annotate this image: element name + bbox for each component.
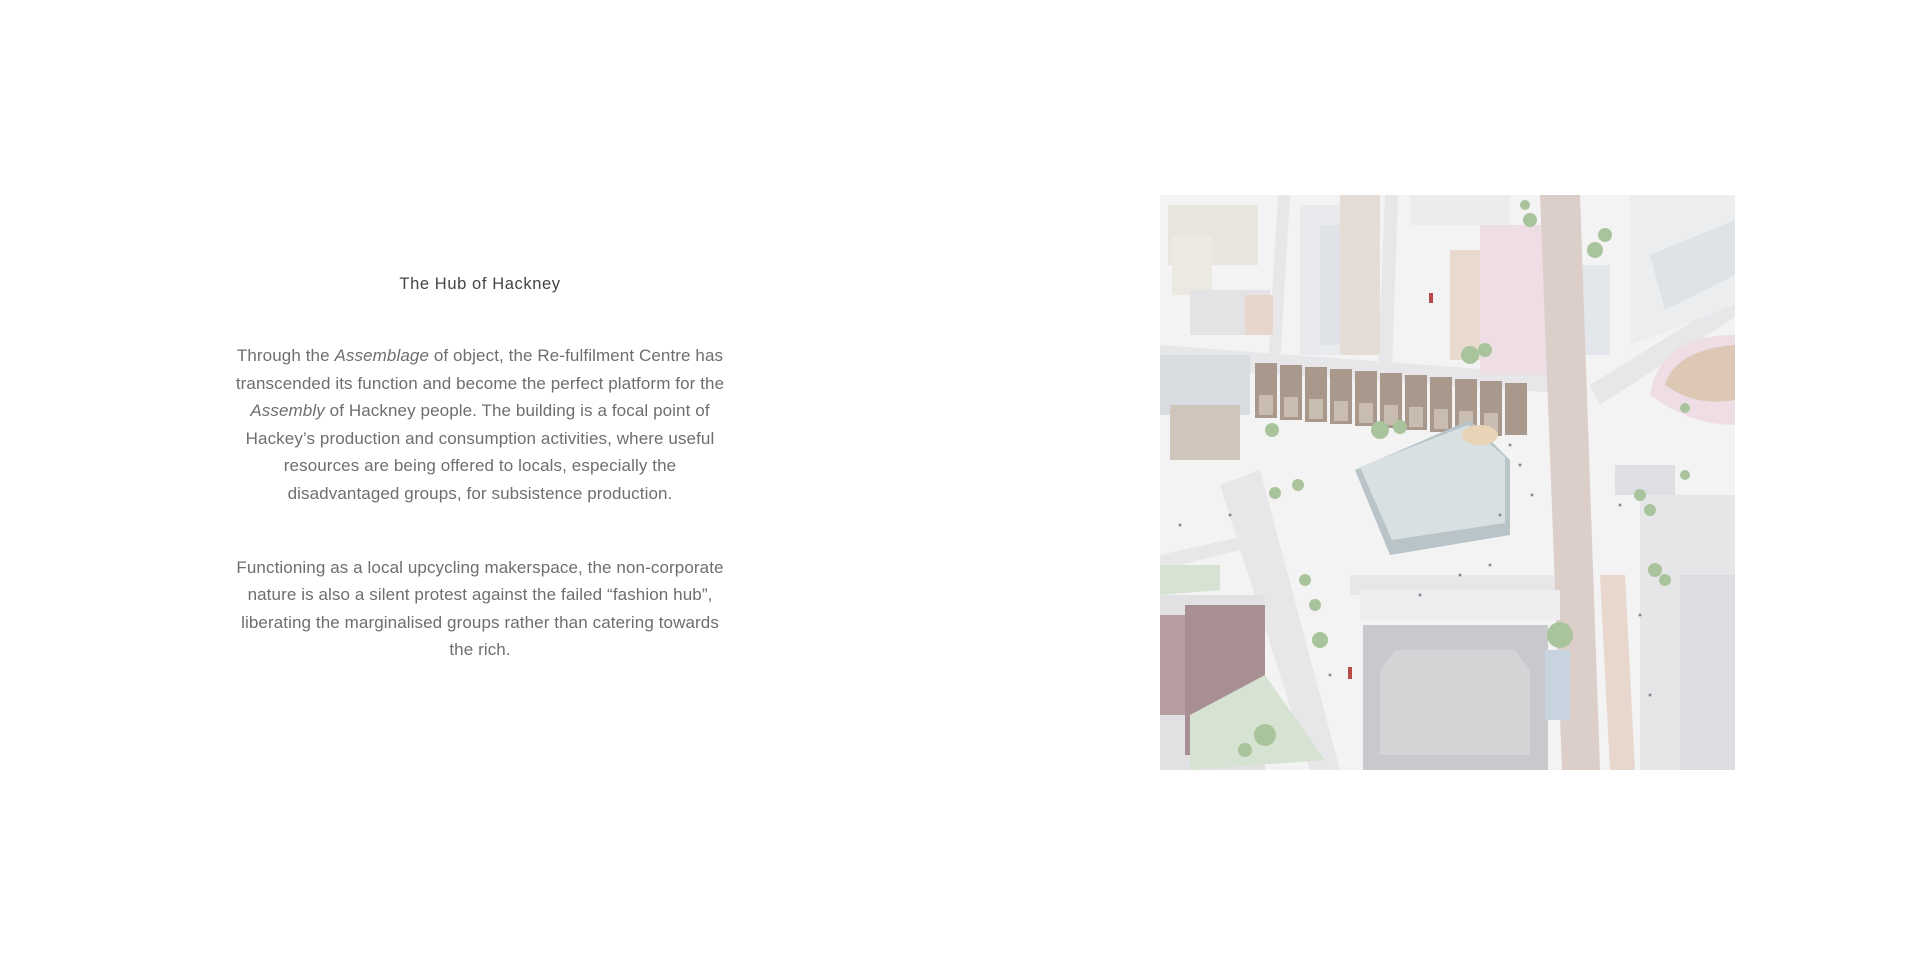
paragraph-1-text-c: of Hackney people. The building is a focal point of Hackey’s production and consumption activities, where useful resources are being offered to locals, especially the disadvantaged groups, for subsistence production. [245, 401, 715, 503]
paragraph-1-text-a: Through the [236, 346, 335, 365]
auditorium-building [1363, 615, 1548, 770]
text-column [230, 268, 730, 664]
section-title: The Hub of Hackney [399, 275, 561, 293]
plaza [1360, 590, 1560, 620]
paragraph-1-text-b: of object, the Re-fulfilment Centre has transcended its function and become the perfect platform for the [235, 346, 725, 393]
site-plan-illustration [1160, 195, 1735, 770]
paragraph-assemblage [230, 342, 730, 508]
paragraph-makerspace: Functioning as a local upcycling makerspace, the non-corporate nature is also a silent protest against the failed “fashion hub”, liberating the marginalised groups rather than catering towards the rich. [236, 557, 724, 660]
paragraph-1-emphasis-assembly: Assembly [250, 401, 325, 421]
site-plan-map [1160, 195, 1735, 770]
paragraph-1-emphasis-assemblage: Assemblage [334, 346, 430, 365]
